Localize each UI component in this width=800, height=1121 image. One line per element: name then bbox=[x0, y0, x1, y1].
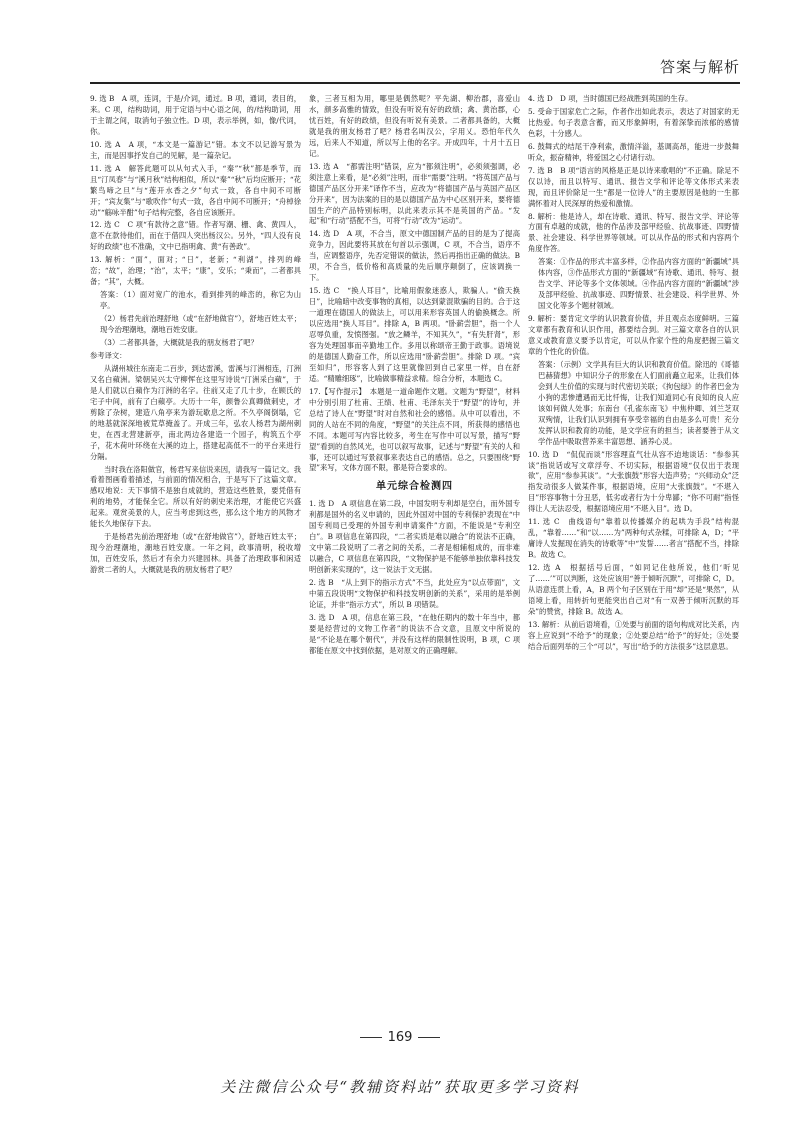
section-heading: 单元综合检测四 bbox=[376, 481, 453, 493]
middle-column bbox=[309, 94, 520, 1094]
answer-block: 参考译文： bbox=[90, 350, 127, 360]
answer-block: 9. 选 B A 项，连词，于是/介词，通过。B 项，通词，表目的，来。C 项，结构助词，用于定语与中心语之间，的/结构助词，用于主谓之间，取消句子独立性。D 项，表示举例，如，像/代词，你。 bbox=[90, 94, 301, 136]
answer-block: 14. 选 D A 项，不合当，原文中德国制产品的目的是为了提高竞争力，因此要将其放在句首以示强调，C 项，不合当，语序不当，应调整语序，先否定错误的做法，然后再指出正确的做法。B 项，不合当，低价格和高质量的先后顺序颠倒了，应该调换一下。 bbox=[309, 229, 520, 283]
answer-block: 3. 选 D A 项，信息在第三段，“在他任期内的数十年当中，都要是经营过的文物工作者”的说法不合文意，且原文中所说的是“不论是在哪个朝代”，并没有这样的限制性说明，B 项，C 项都能在原文中找到依据，是对原文的正确理解。 bbox=[309, 612, 520, 655]
answer-block: 10. 选 D “侃侃而谈”形容理直气壮从容不迫地谈话：“参参其谈”指说话或写文章浮夸、不切实际，根据语境“仅仅出于表现欲”，应用“参参其谈”。“大张旗鼓”形容大造声势；“兴师动众”泛指发动很多人做某件事，根据语境，应用“大张旗鼓”。“不堪入目”形容事物十分丑恶，低劣或者行为十分卑鄙；“你不可耐”指怪得让人无法忍受，根据语境应用“不堪入目”。选 D。 bbox=[528, 449, 739, 514]
answer-block: 当时我在洛阳做官，杨君写来信说来因，请我写一篇记文。我看着图画看着描述，与前面的情况相合，于是写下了这篇文章。感叹地说：天下事情不是独自成就的，营造这些胜景，要凭借有利的地势，才能保全它。所以有好的刺史来治理，才能使它兴盛起来。观赏美景的人，应当考虑到这些，那么这个地方的风物才能长久地保存下去。 bbox=[90, 464, 301, 529]
answer-block: 10. 选 A A 项，“本文是一篇游记”错。本文不以记游写景为主，而是因事抒发自己的见解，是一篇杂记。 bbox=[90, 139, 301, 160]
page-number-text: 169 bbox=[387, 1030, 413, 1045]
answer-block: 从湖州城往东南走二百步，到达雷溪，雷溪与汀洲相连，汀洲又名白蘋洲。梁朝吴兴太守柳恽在这里写诗说“汀洲采白蘋”，于是人们就以白蘋作为汀洲的名字。往前又走了几十步，在顾氏的宅子中间，前有了白蘋亭。大历十一年，颜鲁公真卿做刺史，才剪除了杂树，建造八角亭来为游玩歇息之所。不久亭阁倒塌，它的地基就深深地被荒草掩盖了。开成三年，弘农人杨君为湖州刺史，在西北营建新亭，南北两边各建造一个园子，构筑五个亭子，花木荷叶环绕在大溪的边上，搭建起高低不一的平台来进行分隔。 bbox=[90, 363, 301, 461]
answer-block: 9. 解析：要肯定文学的认识教育价值，并且观点态度鲜明。三篇文章都有教育和认识作用，都要结合到。对三篇文章各自的认识意义或教育意义要予以肯定，可以从作家个性的角度把握三篇文章的个性化的价值。 bbox=[528, 314, 739, 356]
answer-block: 答案：（示例）文学具有巨大的认识和教育价值。除迅的《哥德巴赫猜想》中知识分子的形象在人们面前矗立起来，让我们体会到人生价值的实现与时代密切关联；《拘包绿》的作者巴金为小狗的悲惨遭遇而无比忏悔，让我们知道同心有良知的良人应该如何做人处事；东南台《孔雀东南飞》中焦仲卿、刘兰芝双双殉情，让我们认识到拥有享受幸福的自由是多么可贵！充分发挥认识和教育的功能，是文学应有的担当；读者要善于从文学作品中吸取营养来丰富思想、涵养心灵。 bbox=[538, 359, 739, 446]
answer-block: 12. 选 C C 项“有款待之意”错。作者写潮、栅、禽、黄四人，意不在款待他们，而在于借四人突出杨汉公。另外，“四人没有良好的政绩”也不准确，文中已指明禽、黄“有善政”。 bbox=[90, 220, 301, 252]
answer-block: 13. 选 A “都需注明”错误，应为“都须注明”，必须须强调，必须注意上来看，是“必须”注明，而非“需要”注明。“将英国产品与德国产品区分开来”译作不当，应改为“将德国产品与英国产品区分开来”，因为法案的目的是以德国产品为中心区别开来，要将德国生产的产品特别标明，以此来表示其不是英国的产品。“发起”和“行动”搭配不当，可将“行动”改为“运动”。 bbox=[309, 161, 520, 226]
answer-block: 11. 选 C 曲线语句“靠着以传播媒介的起哄为手段”结构混乱，“靠着……”和“以……为”两种句式杂糅，可排除 A，D；“平庸诗人发掘现在消失的诗歌等”中“发誓……者言”搭配不当，排除 B。故选 C。 bbox=[528, 517, 739, 560]
answer-block: 1. 选 D A 项信息在第二段，中国发明专利却是空白，而外国专利都是国外的名义申请的，因此外国对中国的专利保护表现在“中国专利局已受理的外国专利申请案件”方面，不能说是“专利空白”。B 项信息在第四段，“二者实质是难以融合”的说法不正确，文中第二段说明了二者之间的关系，二者是相辅相成的，而非难以融合，C 项信息在第四段，“文物保护是不能够单独依靠科技发明创新来实现的”，这一说法于文无据。 bbox=[309, 499, 520, 575]
answer-block: 12. 选 A 根据括号后面，“如同记住他所说，他们‘听见了……’”可以判断，这处应该用“善于倾听沉默”，可排除 C，D。从语意连贯上看，A，B 两个句子区别在于用“却”还是“果然”，从语境上看，用转折句更能突出自己对“有一双善于倾听沉默的耳朵”的赞赏，排除 B。故选 A。 bbox=[528, 563, 739, 616]
answer-block: 象，三者互相为用，哪里是偶然呢？平先湖、柳治郡，喜爱山水，颜多高雅的情致，但没有听说有好的政绩；禽、黄治郡，心忧百姓，有好的政绩，但没有听说有美景。二者都具备的，大概就是我的朋友杨君了吧？杨君名叫汉公，字用乂。恐怕年代久远，后来人不知道，所以写上他的名字。开成四年，十月十五日记。 bbox=[309, 94, 520, 158]
answer-block: 8. 解析：他是诗人，却在诗歌、通讯、特写、报告文学、评论等方面有卓越的成就，他的作品涉及部甲经验、抗战事迹、四野情景、社会建设、科学世界等领域。可以从作品的形式和内容两个角度作答。 bbox=[528, 211, 739, 254]
answer-block: 7. 选 B B 项“语言的风格是正是以诗来歌唱的”不正确。除足不仅以诗，而且以特写、通讯、报告文学和评论等文体形式来表现，而且评价除足一生“都是一位诗人”的主要原因是他的一生都满怀着对人民深厚的热爱和激情。 bbox=[528, 165, 739, 208]
answer-block: 13. 解析：从前后语境看，①处要与前面的语句构成对比关系，内容上应说到“不给予”的现象；②处要总结“给予”的好处；③处要结合后面列举的三个“可以”，写出“给予的方法很多”这层意思。 bbox=[528, 619, 739, 651]
answer-block: 5. 受命于国家危亡之际，作者作出如此表示，表达了对国家的无比热爱。句子表意含蓄，而又形象鲜明，有着深挚而浓郁的感情色彩，十分感人。 bbox=[528, 106, 739, 138]
page-header bbox=[90, 52, 740, 84]
answer-block: 15. 选 C “换人耳目”，比喻用假象迷惑人，欺骗人。“偷天换日”，比喻暗中改变事物的真相，以达到蒙混欺骗的目的。合于这一道理在德国人的做法上，可以用来形容英国人的偷换概念。所以应选用“换人耳目”。排除 A，B 两项。“卧薪尝胆”，指一个人忍辱负重，发愤图强。“放之鳞羊，不知其久”，“有失肝肾”，形容为处理国事而辛勤地工作。多用以称颂帝王勤于政事。语境说的是德国人勤奋工作，所以应选用“卧薪尝胆”。排除 D 项。“宾至如归”，形容客人到了这里就像回到自己家里一样，自在舒适。“精雕细琢”，比喻做事精益求精。综合分析，本题选 C。 bbox=[309, 286, 520, 383]
answer-columns bbox=[90, 94, 740, 1094]
answer-block: 4. 选 D D 项，当时德国已经战胜到英国的生存。 bbox=[528, 94, 693, 103]
answer-block: 6. 鼓舞式的结尾干净利索，激情洋溢，基调高昂，能进一步鼓舞听众，振奋精神，将爱国之心付诸行动。 bbox=[528, 141, 739, 162]
header-title: 答案与解析 bbox=[659, 58, 740, 76]
answer-block: 17.【写作提示】 本题是一道命题作文题。文题为“野望”，材料中分别引用了杜甫、王绩、杜甫、毛泽东关于“野望”的诗句，并总结了诗人在“野望”时对自然和社会的感悟。从中可以看出，不同的人站在不同的角度，“野望”的关注点不同，所获得的感悟也不同。本题可写内容比较多，考生在写作中可以写景，描写“野望”看到的自然风光，也可以叙写故事，记述与“野望”有关的人和事，还可以通过写景叙事来表达自己的感悟。总之，只要围绕“野望”来写，文体方面不限，都是符合要求的。 bbox=[309, 386, 520, 473]
left-column bbox=[90, 94, 301, 1094]
answer-block: （3）二者都具备，大概就是我的朋友杨君了吧？ bbox=[100, 338, 258, 348]
answer-block: 11. 选 A 解答此题可以从句式入手，“秦”“秋”都是季节，而且“汀凤春”与“溪月秋”结构相似，所以“秦”“秋”后均应断开；“花繁鸟啼之旦”与“莲开水香之夕”句式一致，各自中间不可断开；“宾友集”与“歌吹作”句式一致，各自中间不可断开；“舟棹徐动”“觞咏半酣”句子结构完整，各自应该断开。 bbox=[90, 163, 301, 217]
answer-block: 答案：（1）面对宽广的池水，看到排列的峰峦的，称它为山亭。 bbox=[100, 290, 301, 311]
answer-block: 13. 解析：“面”，面对；“日”，老新；“利湖”，排列的峰峦；“故”，治理；“治”，太平；“康”，安乐；“秉而”，二者都具备；“其”，大概。 bbox=[90, 255, 301, 287]
answer-block: 于是杨君先前治理舒地（或“在舒地做官”），舒地百姓太平；现今治理潮地，潮地百姓安康。一年之间，政事清明，税收增加，百姓安乐，然后才有余力兴建园林。具备了治理政事和闲适游赏二者的人，大概就是我的朋友杨君了吧？ bbox=[90, 532, 301, 575]
answer-block: （2）杨君先前治理舒地（或“在舒地做官”），舒地百姓太平；现今治理潮地，潮地百姓安康。 bbox=[100, 314, 301, 335]
footer-note: 关注微信公众号“教辅资料站”获取更多学习资料 bbox=[220, 1078, 580, 1096]
answer-block: 答案：①作品的形式丰富多样，②作品内容方面的“新疆域”具体内容，③作品形式方面的“新疆域”有诗歌、通讯、特写、报告文学、评论等多个文体领域。④作品内容方面的“新疆域”涉及部甲经验、抗战事迹、四野情景、社会建设、科学世界、外国文化等多个题材领域。 bbox=[538, 257, 739, 311]
right-column bbox=[528, 94, 739, 1094]
answer-block: 2. 选 B “从上到下的指示方式”不当，此处应为“以点带面”，文中第五段说明“文物保护和科技发明创新的关系”，采用的是举例论证，并非“指示方式”，所以 B 项错误。 bbox=[309, 578, 520, 609]
page-number bbox=[0, 1030, 800, 1045]
